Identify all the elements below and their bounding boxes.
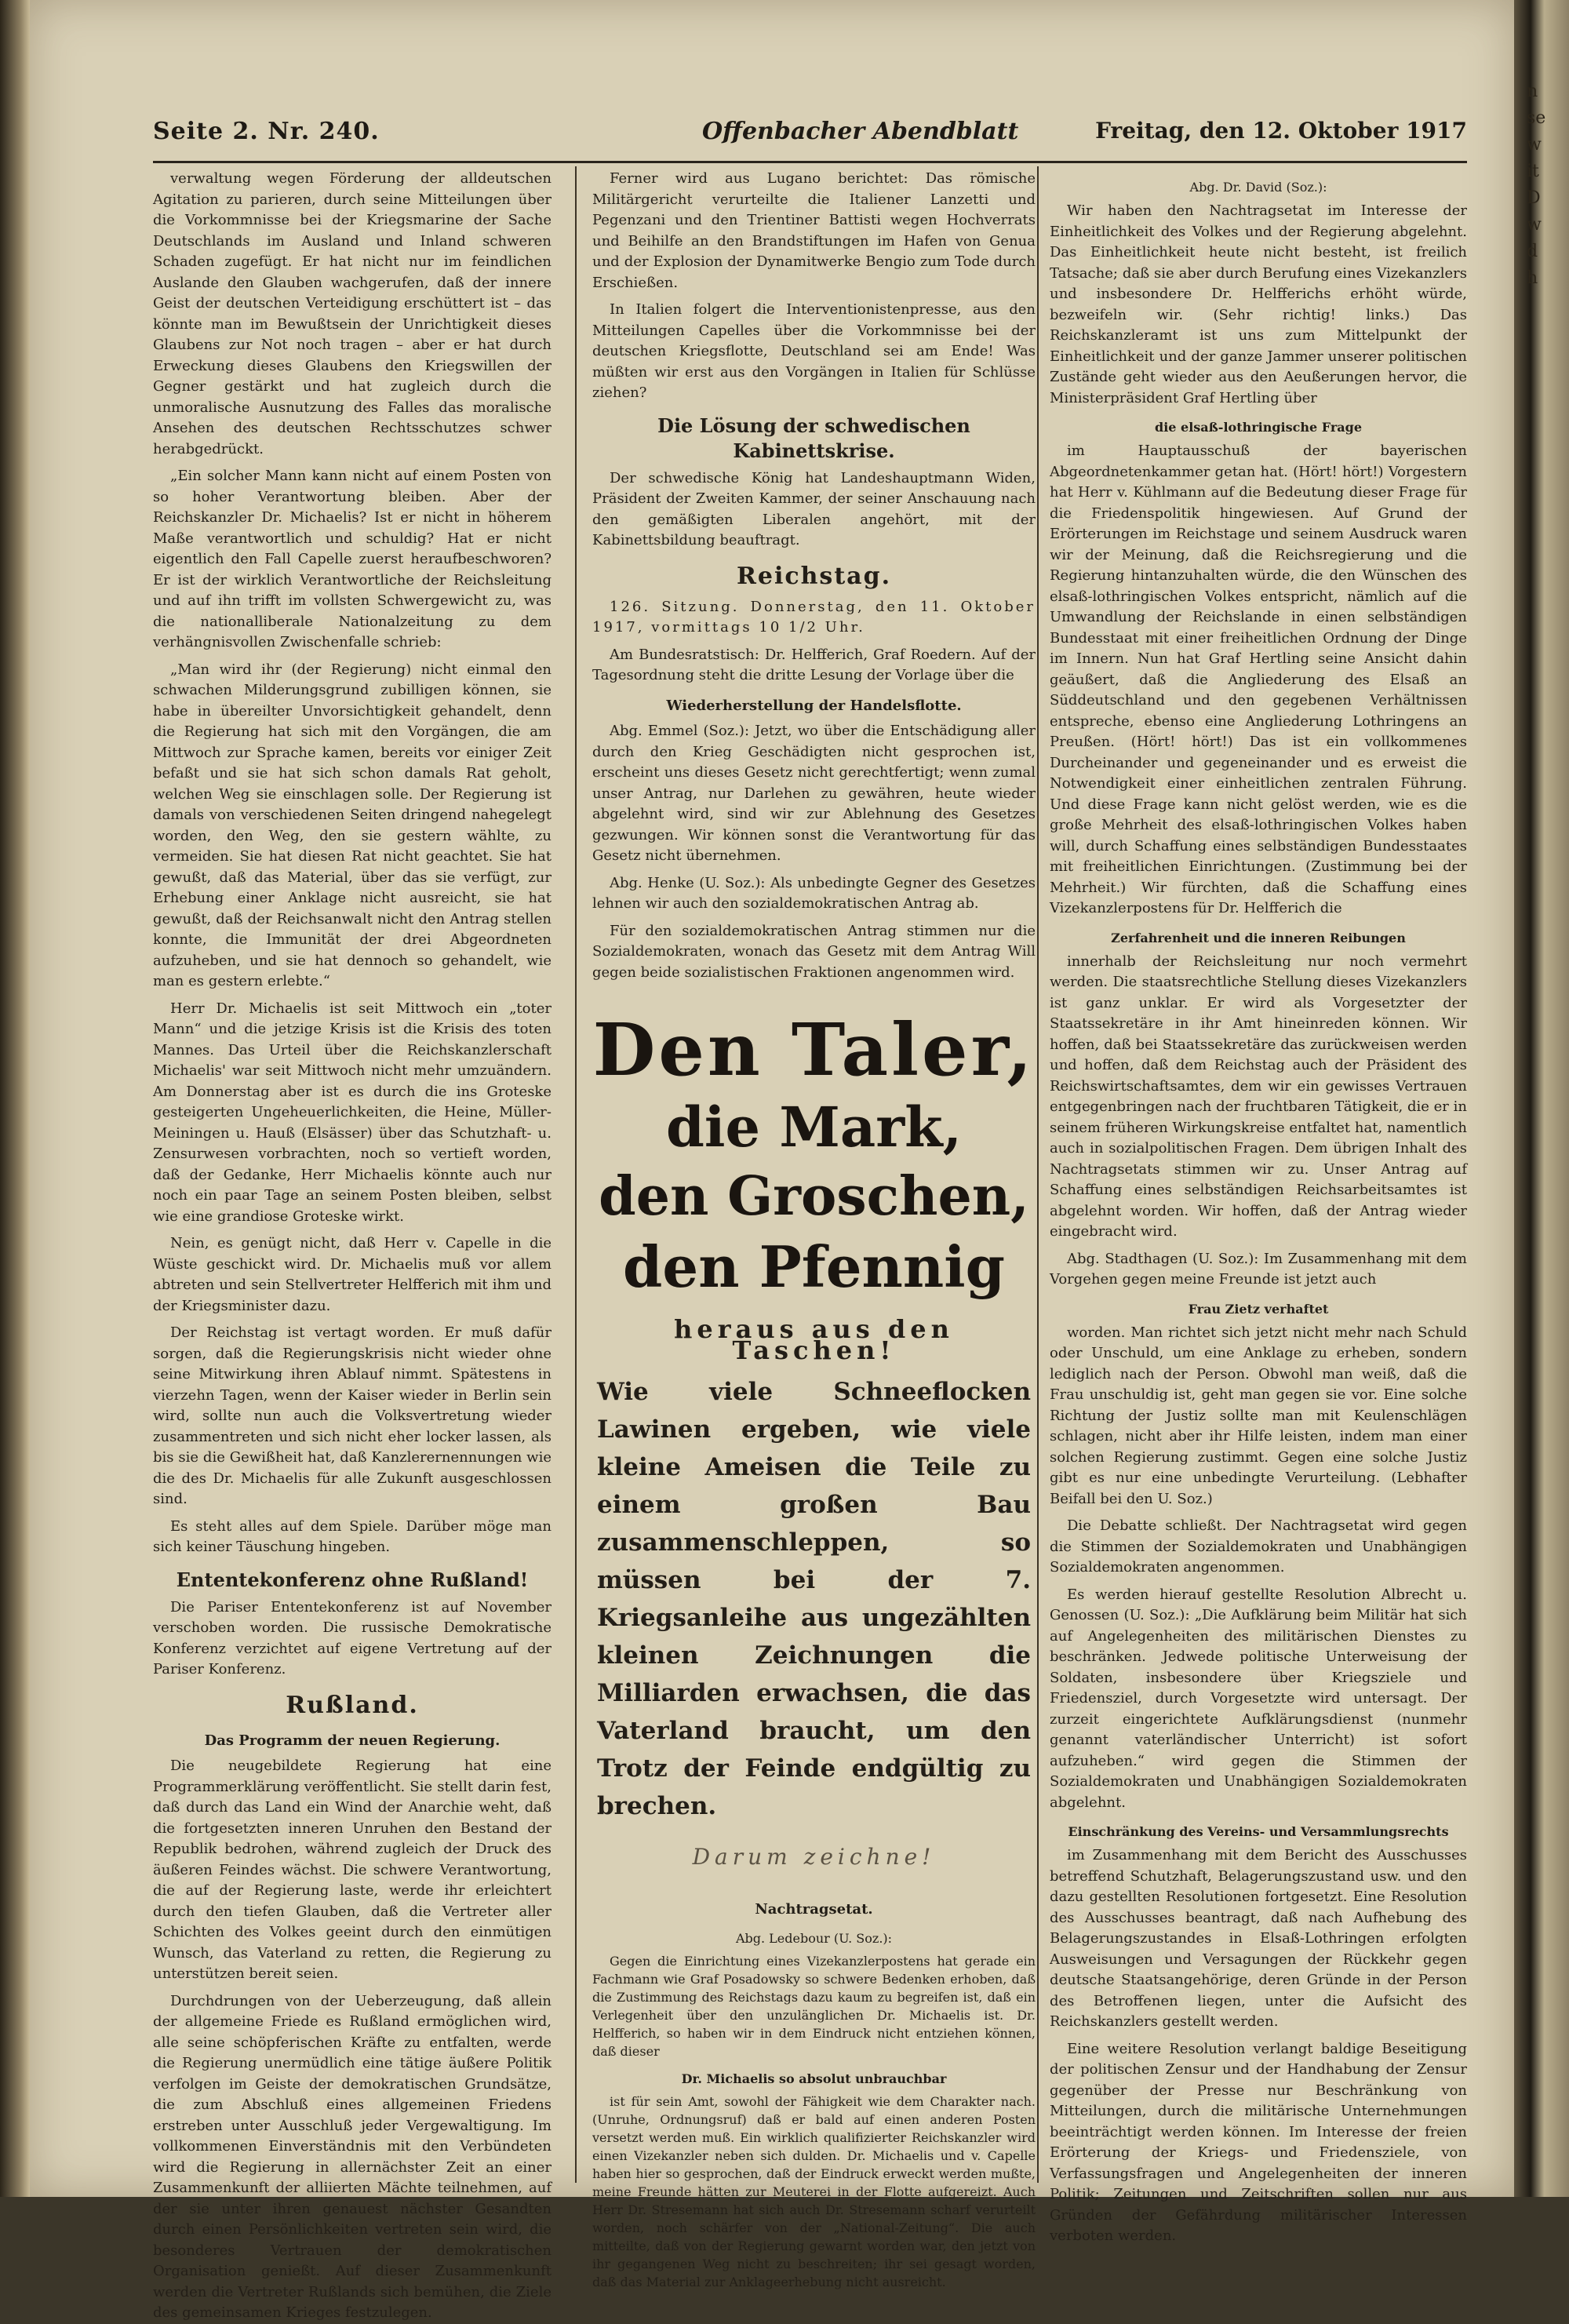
subheadline-zerfahrenheit: Zerfahrenheit und die inneren Reibungen [1111, 930, 1406, 945]
paragraph: Die neugebildete Regierung hat eine Programmerklärung veröffentlicht. Sie stellt darin fest, daß durch das Land ein Wind der Anarchie weht, daß die fortgesetzten inneren Unruhen den Bestand der Republik bedrohen, während zugleich der Druck des äußeren Feindes wächst. Die schwere Verantwortung, die auf der Regierung laste, werde ihr erleichtert durch den tiefen Glauben, daß die Vertreter aller Schichten des Volkes geeint durch den einmütigen Wunsch, das Vaterland zu retten, die Regierung zu unterstützen bereit seien. [153, 1758, 552, 1982]
paragraph: Wir haben den Nachtragsetat im Interesse der Einheitlichkeit des Volkes und der Regierung abgelehnt. Das Einheitlichkeit heute nicht besteht, ist freilich Tatsache; daß sie aber durch Berufung eines Vizekanzlers und insbesondere Dr. Helfferichs erhöht würde, bezweifeln wir. (Sehr richtig! links.) Das Reichskanzleramt ist uns zum Mittelpunkt der Einheitlichkeit und der ganze Jammer unserer politischen Zustände geht wieder aus den Aeußerungen hervor, die Ministerpräsident Graf Hertling über [1050, 202, 1467, 406]
paragraph: Der Reichstag ist vertagt worden. Er muß dafür sorgen, daß die Regierungskrisis nicht wieder ohne seine Mitwirkung ihren Ablauf nimmt. Spätestens in vierzehn Tagen, wenn der Kaiser wieder in Berlin sein wird, sollte nun auch die Volksvertretung wieder zusammentreten und sich nicht eher locker lassen, als bis sie die Gewißheit hat, daß Kanzlerernennungen wie die des Dr. Michaelis für alle Zukunft ausgeschlossen sind. [153, 1324, 552, 1507]
war-loan-advertisement [592, 999, 1036, 1890]
fragment: D [1527, 188, 1541, 208]
next-page-edge [1514, 0, 1569, 2197]
paragraph: „Ein solcher Mann kann nicht auf einem Posten von so hoher Verantwortung bleiben. Aber der Reichskanzler Dr. Michaelis? Ist er nicht in höherem Maße verantwortlich und schuldig? Hat er nicht eigentlich den Fall Capelle zuerst heraufbeschworen? Er ist der wirklich Verantwortliche der Reichsleitung und auf ihn trifft im vollsten Schwergewicht zu, was die nationalliberale Nationalzeitung zu dem verhängnisvollen Zwischenfalle schrieb: [153, 468, 552, 650]
paragraph: ist für sein Amt, sowohl der Fähigkeit wie dem Charakter nach. (Unruhe, Ordnungsruf) daß er bald auf einen anderen Posten versetzt werden muß. Ein wirklich qualifizierter Reichskanzler wird einen Vizekanzler neben sich dulden. Dr. Michaelis und v. Capelle haben hier so gesprochen, daß der Eindruck erweckt werden mußte, meine Freunde hätten zur Meuterei in der Flotte aufgereizt. Auch Herr Dr. Stresemann hat sich auch Dr. Stresemann scharf verurteilt worden, noch schärfer von der „National-Zeitung“. Die auch mitteilte, daß von der Regierung gewarnt worden war, den jetzt von ihr gegangenen Weg nicht zu beschreiten; ihr sei gesagt worden, daß das Material zur Anklageerhebung nicht ausreicht. [592, 2094, 1036, 2289]
headline-russland: Rußland. [286, 1691, 419, 1719]
book-binding [0, 0, 30, 2197]
fragment: d [1527, 242, 1538, 261]
column-divider [1037, 166, 1039, 2183]
subheadline-nachtragsetat: Nachtragsetat. [755, 1900, 873, 1918]
paragraph: Es werden hierauf gestellte Resolution Albrecht u. Genossen (U. Soz.): „Die Aufklärung beim Militär hat sich auf Angelegenheiten des militärischen Dienstes zu beschränken. Jedwede politische Unterweisung der Soldaten, insbesondere über Kriegsziele und Friedensziel, durch Vorgesetzte wird untersagt. Der zurzeit eingerichtete Aufklärungsdienst (nunmehr genannt vaterländischer Unterricht) ist sofort aufzuheben.“ wird gegen die Stimmen der Sozialdemokraten und Unabhängigen Sozialdemokraten abgelehnt. [1050, 1586, 1467, 1811]
subheadline-vereinsrecht: Einschränkung des Vereins- und Versammlungsrechts [1068, 1824, 1449, 1839]
paragraph: Gegen die Einrichtung eines Vizekanzlerpostens hat gerade ein Fachmann wie Graf Posadowsky so schwere Bedenken erhoben, daß die Zustimmung des Reichstags dazu kaum zu begreifen ist, daß ein Verlegenheit über den unzulänglichen Dr. Michaelis ist. Dr. Helfferich, so haben wir in dem Eindruck nicht entziehen können, daß dieser [592, 1954, 1036, 2059]
headline-kabinettskrise: Die Lösung der schwedischen Kabinettskrise. [657, 413, 970, 462]
fragment: n [1527, 82, 1538, 101]
paragraph: Durchdrungen von der Ueberzeugung, daß allein der allgemeine Friede es Rußland ermöglichen wird, alle seine schöpferischen Kräfte zu entfalten, werde die Regierung unermüdlich eine tätige äußere Politik verfolgen im Geiste der demokratischen Grundsätze, die zum Abschluß eines allgemeinen Friedens erstreben unter Ausschluß jeder Vergewaltigung. Im vollkommenen Einverständnis mit den Verbündeten wird die Regierung in allernächster Zeit an einer Zusammenkunft der alliierten Mächte teilnehmen, auf der sie unter ihren genauest nächster Gesandten durch einen Persönlichkeiten vertreten sein wird, die besonderes Vertrauen der demokratischen Organisation genießt. Auf dieser Zusammenkunft werden die Vertreter Rußlands sich bemühen, die Ziele des gemeinsamen Krieges festzulegen. [153, 1992, 552, 2321]
paragraph: im Zusammenhang mit dem Bericht des Ausschusses betreffend Schutzhaft, Belagerungszustand usw. und den dazu gestellten Resolutionen fortgesetzt. Eine Resolution des Ausschusses beantragt, daß nach Aufhebung des Belagerungszustandes in Elsaß-Lothringen erfolgten Ausweisungen und Versagungen der Rückkehr gegen deutsche Staatsangehörige, deren Gründe in der Person des Betroffenen liegen, unter die Aufsicht des Reichskanzlers gestellt werden. [1050, 1847, 1467, 2030]
next-page-text-fragments [1527, 78, 1567, 292]
fragment: w [1527, 135, 1542, 155]
fragment: se [1527, 108, 1546, 128]
issue-date: Freitag, den 12. Oktober 1917 [1095, 118, 1467, 144]
subheadline-elsass: die elsaß-lothringische Frage [1155, 420, 1362, 435]
column-right [1050, 169, 1467, 2244]
paragraph: im Hauptausschuß der bayerischen Abgeordnetenkammer getan hat. (Hört! hört!) Vorgestern hat Herr v. Kühlmann auf die Bedeutung dieser Frage für die Friedenspolitik hingewiesen. Auf Grund der Erörterungen im Reichstage und seinem Ausdruck waren wir der Meinung, daß die Reichsregierung und die Regierung hintanzuhalten würde, die den Wünschen des elsaß-lothringischen Volkes entspricht, nämlich auf die Umwandlung der Reichslande in einen selbständigen Bundesstaat mit einer freiheitlichen Ordnung der Dinge im Innern. Nun hat Graf Hertling seine Ansicht dahin geäußert, daß die Angliederung des Elsaß an Süddeutschland und den gegebenen Verhältnissen entspreche, ebenso eine Angliederung Lothringens an Preußen. (Hört! hört!) Das ist ein vollkommenes Durcheinander und gegeneinander und es erweist die Notwendigkeit einer einheitlichen zentralen Führung. Und diese Frage kann nicht gelöst werden, wie es die große Mehrheit des elsaß-lothringischen Volkes haben will, durch Schaffung eines selbständigen Bundesstaates mit freiheitlichen Einrichtungen. (Zustimmung bei der Mehrheit.) Wir fürchten, daß die Schaffung eines Vizekanzlerpostens für Dr. Helfferich die [1050, 443, 1467, 916]
paragraph: worden. Man richtet sich jetzt nicht mehr nach Schuld oder Unschuld, um eine Anklage zu erheben, sondern lediglich nach der Person. Obwohl man weiß, daß die Frau unschuldig ist, geht man gegen sie vor. Eine solche Richtung der Justiz sollte man mit Keulenschlägen schlagen, nicht aber ihr Hilfe leisten, indem man einer solchen Regierung zustimmt. Gegen eine solche Justiz gibt es nur eine unbedingte Verurteilung. (Lebhafter Beifall bei den U. Soz.) [1050, 1324, 1467, 1507]
paragraph: Nein, es genügt nicht, daß Herr v. Capelle in die Wüste geschickt wird. Dr. Michaelis muß vor allem abtreten und sein Stellvertreter Helfferich mit ihm und der Kriegsminister dazu. [153, 1235, 552, 1314]
header-rule [153, 161, 1467, 163]
ad-body: Wie viele Schneeflocken Lawinen ergeben, wie viele kleine Ameisen die Teile zu einem großen Bau zusammenschleppen, so müssen bei der 7. Kriegsanleihe aus ungezählten kleinen Zeichnungen die Milliarden erwachsen, die das Vaterland braucht, um den Trotz der Feinde endgültig zu brechen. [597, 1378, 1031, 1820]
paragraph: verwaltung wegen Förderung der alldeutschen Agitation zu parieren, durch seine Mitteilungen über die Vorkommnisse bei der Kriegsmarine der Sache Deutschlands im Ausland und Inland schweren Schaden zugefügt. Er hat nicht nur im feindlichen Auslande den Glauben wachgerufen, daß der innere Geist der deutschen Verteidigung erschüttert ist – das könnte man im Bewußtsein der Unrichtigkeit dieses Glaubens zur Not noch tragen – aber er hat durch Erweckung dieses Glaubens den Kriegswillen der Gegner gestärkt und hat zugleich durch die unmoralische Ausnutzung des Falles das moralische Ansehen des deutschen Rechtsschutzes schwer herabgedrückt. [153, 170, 552, 457]
ad-signoff: Darum zeichne! [692, 1844, 936, 1870]
ad-line-pfennig: den Pfennig [623, 1233, 1005, 1300]
fragment: h [1527, 268, 1538, 288]
session-line: 126. Sitzung. Donnerstag, den 11. Oktober 1917, vormittags 10 1/2 Uhr. [592, 598, 1036, 636]
paragraph: Eine weitere Resolution verlangt baldige Beseitigung der politischen Zensur und der Handhabung der Zensur gegenüber der Presse nur Beschränkung von Mitteilungen, durch die militärische Unternehmungen beeinträchtigt werden können. Im Interesse der freien Erörterung der Kriegs- und Friedensziele, von Verfassungsfragen und Angelegenheiten der inneren Politik; Zeitungen und Zeitschriften sollen nur aus Gründen der Gefährdung militärischer Interessen verboten werden. [1050, 2040, 1467, 2244]
subheadline-programm: Das Programm der neuen Regierung. [204, 1732, 501, 1749]
paragraph: „Man wird ihr (der Regierung) nicht einmal den schwachen Milderungsgrund zubilligen können, sie habe in übereilter Unvorsichtigkeit gehandelt, denn die Regierung hat sich mit den Vorgängen, die am Mittwoch zur Sprache kamen, bereits vor einiger Zeit befaßt und sie hat sich schon damals Rat geholt, welchen Weg sie einschlagen solle. Der Regierung ist damals von verschiedenen Seiten dringend nahegelegt worden, den Weg, den sie gestern wählte, zu vermeiden. Sie hat diesen Rat nicht geachtet. Sie hat gewußt, daß das Material, über das sie verfügt, zur Erhebung einer Anklage nicht ausreicht, sie hat gewußt, daß der Reichsanwalt nicht den Antrag stellen konnte, die Immunität der drei Abgeordneten aufzuheben, und sie hat dennoch so gehandelt, wie man es gestern erlebte.“ [153, 661, 552, 989]
fragment: it [1527, 162, 1539, 181]
speaker-ledebour: Abg. Ledebour (U. Soz.): [735, 1931, 893, 1946]
subheadline-michaelis: Dr. Michaelis so absolut unbrauchbar [681, 2071, 947, 2086]
subheadline-zietz: Frau Zietz verhaftet [1188, 1301, 1329, 1317]
subheadline-handelsflotte: Wiederherstellung der Handelsflotte. [666, 697, 962, 714]
paragraph: Für den sozialdemokratischen Antrag stimmen nur die Sozialdemokraten, wonach das Gesetz mit dem Antrag Will gegen beide sozialistischen Fraktionen angenommen wird. [592, 922, 1036, 981]
paragraph: Am Bundesratstisch: Dr. Helfferich, Graf Roedern. Auf der Tagesordnung steht die dritte Lesung der Vorlage über die [592, 646, 1036, 683]
speaker-david: Abg. Dr. David (Soz.): [1189, 180, 1327, 195]
fragment: w [1527, 215, 1542, 235]
paragraph: Es steht alles auf dem Spiele. Darüber möge man sich keiner Täuschung hingeben. [153, 1517, 552, 1555]
paragraph: Der schwedische König hat Landeshauptmann Widen, Präsident der Zweiten Kammer, der seiner Anschauung nach den gemäßigten Liberalen angehört, mit der Kabinettsbildung beauftragt. [592, 469, 1036, 548]
paragraph: In Italien folgert die Interventionistenpresse, aus den Mitteilungen Capelles über die Vorkommnisse bei der deutschen Kriegsflotte, Deutschland sei am Ende! Was müßten wir erst aus den Vorgängen in Italien für Schlüsse ziehen? [592, 301, 1036, 401]
column-left [153, 169, 552, 2321]
ad-subline: heraus aus den Taschen! [674, 1314, 954, 1365]
paragraph: Abg. Stadthagen (U. Soz.): Im Zusammenhang mit dem Vorgehen gegen meine Freunde ist jetzt auch [1050, 1250, 1467, 1288]
paragraph: Ferner wird aus Lugano berichtet: Das römische Militärgericht verurteilte die Italiener Lanzetti und Pegenzani und den Trientiner Battisti wegen Hochverrats und Beihilfe an den Brandstiftungen im Hafen von Genua und der Explosion der Dynamitwerke Bengio zum Tode durch Erschießen. [592, 170, 1036, 291]
newspaper-title: Offenbacher Abendblatt [702, 118, 1019, 145]
paragraph: Abg. Emmel (Soz.): Jetzt, wo über die Entschädigung aller durch den Krieg Geschädigten nicht gesprochen ist, erscheint uns dieses Gesetz nicht gerechtfertigt; wenn zumal unser Antrag, nur Darlehen zu gewähren, heute wieder abgelehnt wird, sind wir zur Ablehnung des Gesetzes gezwungen. Wir können sonst die Verantwortung für das Gesetz nicht übernehmen. [592, 723, 1036, 864]
ad-line-groschen: den Groschen, [599, 1165, 1029, 1228]
paragraph: Abg. Henke (U. Soz.): Als unbedingte Gegner des Gesetzes lehnen wir auch den sozialdemokratischen Antrag ab. [592, 874, 1036, 912]
column-divider [575, 166, 577, 2183]
ad-line-mark: die Mark, [665, 1095, 963, 1160]
paragraph: Herr Dr. Michaelis ist seit Mittwoch ein „toter Mann“ und die jetzige Krisis ist die Krisis des toten Mannes. Das Urteil über die Reichskanzlerschaft Michaelis' war seit Mittwoch nicht mehr umzuändern. Am Donnerstag aber ist es durch die ins Groteske gesteigerten Ungeheuerlichkeiten, die Heine, Müller-Meiningen u. Hauß (Elsässer) über das Schutzhaft- u. Zensurwesen vorbrachten, noch so vertieft worden, daß der Gedanke, Herr Michaelis könnte auch nur noch ein paar Tage an seinem Posten bleiben, selbst wie eine grandiose Groteske wirkt. [153, 1000, 552, 1225]
headline-ententekonferenz: Ententekonferenz ohne Rußland! [176, 1568, 529, 1591]
page-number: Seite 2. Nr. 240. [153, 118, 380, 145]
page-header [153, 110, 1467, 165]
column-middle [592, 169, 1036, 2289]
headline-reichstag: Reichstag. [736, 562, 892, 590]
paragraph: Die Pariser Ententekonferenz ist auf November verschoben worden. Die russische Demokratische Konferenz verzichtet auf eigene Vertretung auf der Pariser Konferenz. [153, 1598, 552, 1677]
paragraph: Die Debatte schließt. Der Nachtragsetat wird gegen die Stimmen der Sozialdemokraten und Unabhängigen Sozialdemokraten angenommen. [1050, 1517, 1467, 1575]
paragraph: innerhalb der Reichsleitung nur noch vermehrt werden. Die staatsrechtliche Stellung dieses Vizekanzlers ist ganz unklar. Er wird als Vorgesetzter der Staatssekretäre in ihr Amt hineinreden können. Wir hoffen, daß bei Staatssekretäre das zurückweisen werden und hoffen, daß dem Reichstag auch der Präsident des Reichswirtschaftsamtes, dem wir ein gewisses Vertrauen entgegenbringen nach der fruchtbaren Tätigkeit, die er in seinem früheren Wirkungskreise entfaltet hat, namentlich auch in sozialpolitischen Fragen. Dem übrigen Inhalt des Nachtragsetats stimmen wir zu. Unser Antrag auf Schaffung eines selbständigen Reichsarbeitsamtes ist abgelehnt worden. Wir hoffen, daß der Antrag wieder eingebracht wird. [1050, 953, 1467, 1240]
ad-line-taler: Den Taler, [592, 1007, 1036, 1092]
